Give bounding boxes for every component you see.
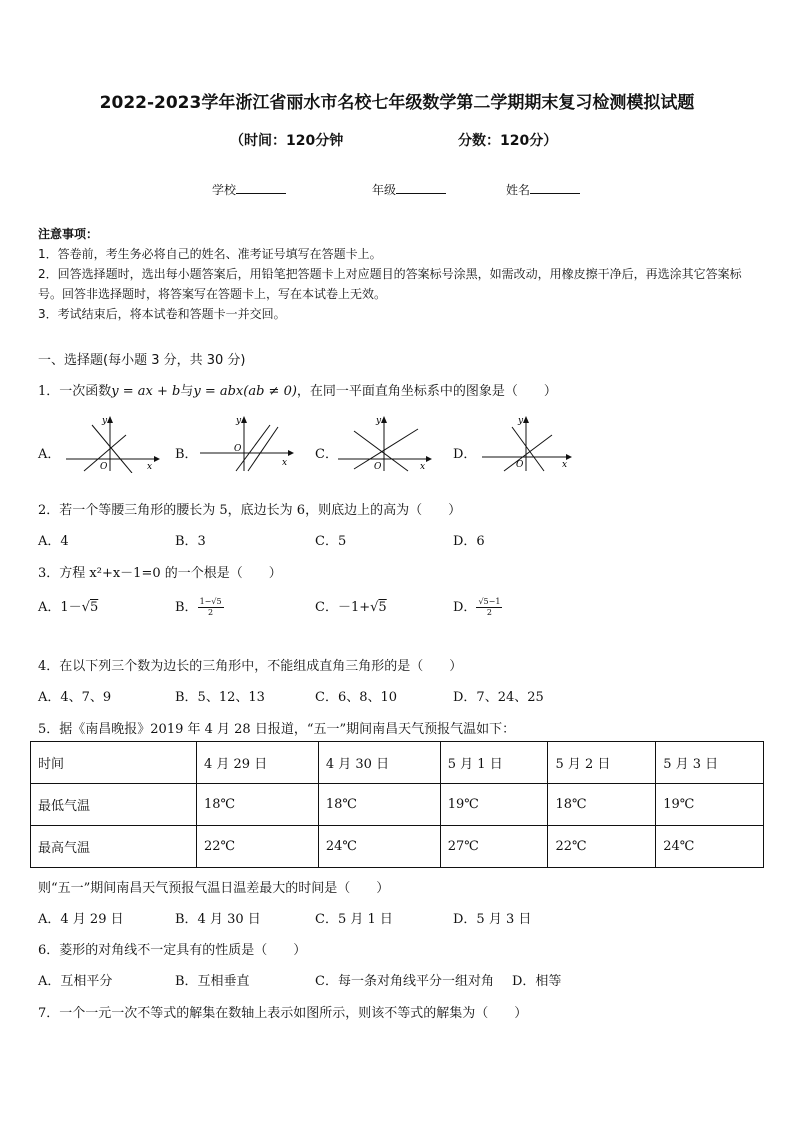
y-axis-arrow-icon <box>381 416 387 423</box>
q1-mid: 与 <box>180 384 194 399</box>
y-axis-arrow-icon <box>241 416 247 423</box>
x-label: x <box>282 458 288 468</box>
question-5-followup: 则“五一”期间南昌天气预报气温日温差最大的时间是（ ） <box>38 881 390 896</box>
origin-label: O <box>516 460 524 470</box>
x-label: x <box>420 462 426 472</box>
table-cell: 24℃ <box>656 826 764 868</box>
question-7-stem: 7．一个一元一次不等式的解集在数轴上表示如图所示，则该不等式的解集为（ ） <box>38 1006 528 1021</box>
q1-option-c[interactable]: C． <box>315 447 338 462</box>
q1-option-b[interactable]: B． <box>175 447 198 462</box>
y-label: y <box>102 416 108 426</box>
table-cell: 24℃ <box>318 826 440 868</box>
q3-c-prefix: C．－1+ <box>315 600 371 615</box>
question-2-stem: 2．若一个等腰三角形的腰长为 5，底边长为 6，则底边上的高为（ ） <box>38 503 462 518</box>
notice-item: 1．答卷前，考生务必将自己的姓名、准考证号填写在答题卡上。 <box>38 247 382 261</box>
q2-option-a[interactable]: A．4 <box>38 534 69 549</box>
exam-score: 分数：120分） <box>458 133 558 149</box>
q3-d-fraction <box>476 597 502 618</box>
q3-b-prefix: B． <box>175 600 198 615</box>
y-label: y <box>236 416 242 426</box>
table-cell: 19℃ <box>440 784 548 826</box>
q1-graph-d <box>478 413 578 473</box>
q4-option-d[interactable]: D．7、24、25 <box>453 690 544 705</box>
notice-block <box>38 224 760 324</box>
q1-graph-c <box>334 413 434 473</box>
school-label: 学校 <box>212 183 237 197</box>
q3-option-d[interactable] <box>453 596 502 618</box>
table-row <box>31 742 764 784</box>
table-cell: 5 月 2 日 <box>548 742 656 784</box>
x-axis-arrow-icon <box>288 450 294 456</box>
table-cell: 4 月 30 日 <box>318 742 440 784</box>
x-axis-arrow-icon <box>426 456 432 462</box>
name-label: 姓名 <box>506 183 531 197</box>
q2-option-d[interactable]: D．6 <box>453 534 485 549</box>
x-label: x <box>562 460 568 470</box>
q3-option-c[interactable]: C．－1+√5 <box>315 600 387 615</box>
table-cell: 5 月 3 日 <box>656 742 764 784</box>
origin-label: O <box>234 444 242 454</box>
q5-option-d[interactable]: D．5 月 3 日 <box>453 912 532 927</box>
q6-option-d[interactable]: D．相等 <box>512 974 562 989</box>
q3-b-fraction <box>198 597 224 618</box>
q3-b-numerator: 1−√5 <box>199 597 222 606</box>
question-6-stem: 6．菱形的对角线不一定具有的性质是（ ） <box>38 943 307 958</box>
q6-option-b[interactable]: B．互相垂直 <box>175 974 250 989</box>
q4-option-c[interactable]: C．6、8、10 <box>315 690 398 705</box>
q3-option-a[interactable]: A．1－√5 <box>38 600 99 615</box>
notice-title: 注意事项： <box>38 227 99 241</box>
y-label: y <box>376 416 382 426</box>
q5-option-b[interactable]: B．4 月 30 日 <box>175 912 261 927</box>
line-2 <box>354 429 418 469</box>
table-cell: 18℃ <box>197 784 319 826</box>
q5-option-a[interactable]: A．4 月 29 日 <box>38 912 124 927</box>
line-1 <box>92 425 132 473</box>
y-label: y <box>518 416 524 426</box>
y-axis-arrow-icon <box>523 416 529 423</box>
notice-item: 3．考试结束后，将本试卷和答题卡一并交回。 <box>38 307 286 321</box>
question-3-stem: 3．方程 x²+x－1=0 的一个根是（ ） <box>38 566 282 581</box>
origin-label: O <box>100 462 108 472</box>
name-field <box>506 181 580 198</box>
table-cell: 27℃ <box>440 826 548 868</box>
q1-equation-1: y = ax + b <box>111 384 181 399</box>
q3-option-b[interactable] <box>175 596 224 618</box>
q1-suffix: ，在同一平面直角坐标系中的图象是（ ） <box>296 384 557 399</box>
q1-graph-a <box>62 413 162 473</box>
q6-option-c[interactable]: C．每一条对角线平分一组对角 <box>315 974 494 989</box>
notice-item: 2．回答选择题时，选出每小题答案后，用铅笔把答题卡上对应题目的答案标号涂黑，如需改动，用橡皮擦干净后，再选涂其它答案标号。回答非选择题时，将答案写在答题卡上，写在本试卷上无效。 <box>38 267 742 301</box>
q3-d-denominator: 2 <box>486 608 492 617</box>
section-heading: 一、选择题(每小题 3 分，共 30 分) <box>38 353 246 368</box>
table-cell: 最低气温 <box>31 784 197 826</box>
grade-label: 年级 <box>372 183 397 197</box>
q1-graph-b <box>196 413 296 473</box>
table-cell: 18℃ <box>318 784 440 826</box>
q5-option-c[interactable]: C．5 月 1 日 <box>315 912 393 927</box>
q3-c-radicand: 5 <box>378 600 387 615</box>
q3-b-denominator: 2 <box>208 608 214 617</box>
question-5-stem: 5．据《南昌晚报》2019 年 4 月 28 日报道，“五一”期间南昌天气预报气温如下： <box>38 722 516 737</box>
q2-option-b[interactable]: B．3 <box>175 534 206 549</box>
grade-field <box>372 181 446 198</box>
y-axis-arrow-icon <box>107 416 113 423</box>
table-row <box>31 826 764 868</box>
exam-time: （时间：120分钟 <box>230 133 344 149</box>
temperature-table <box>30 741 764 868</box>
origin-label: O <box>374 462 382 472</box>
school-field <box>212 181 286 198</box>
table-cell: 5 月 1 日 <box>440 742 548 784</box>
exam-title: 2022-2023学年浙江省丽水市名校七年级数学第二学期期末复习检测模拟试题 <box>99 93 695 113</box>
q4-option-b[interactable]: B．5、12、13 <box>175 690 265 705</box>
q1-prefix: 1．一次函数 <box>38 384 112 399</box>
grade-blank[interactable] <box>396 181 446 194</box>
line-2 <box>504 435 552 471</box>
table-cell: 22℃ <box>548 826 656 868</box>
table-cell: 最高气温 <box>31 826 197 868</box>
q2-option-c[interactable]: C．5 <box>315 534 347 549</box>
q6-option-a[interactable]: A．互相平分 <box>38 974 113 989</box>
table-cell: 时间 <box>31 742 197 784</box>
table-cell: 19℃ <box>656 784 764 826</box>
q3-a-prefix: A．1－ <box>38 600 82 615</box>
q3-d-numerator: √5−1 <box>478 597 501 606</box>
table-cell: 18℃ <box>548 784 656 826</box>
name-blank[interactable] <box>530 181 580 194</box>
q3-d-prefix: D． <box>453 600 477 615</box>
q1-equation-2: y = abx(ab ≠ 0) <box>193 384 297 399</box>
x-label: x <box>147 462 153 472</box>
q1-option-a[interactable]: A． <box>38 447 61 462</box>
q1-option-d[interactable]: D． <box>453 447 477 462</box>
q3-a-radicand: 5 <box>89 600 99 615</box>
school-blank[interactable] <box>236 181 286 194</box>
x-axis-arrow-icon <box>154 456 160 462</box>
question-4-stem: 4．在以下列三个数为边长的三角形中，不能组成直角三角形的是（ ） <box>38 659 463 674</box>
q4-option-a[interactable]: A．4、7、9 <box>38 690 112 705</box>
table-cell: 22℃ <box>197 826 319 868</box>
question-1-stem <box>38 380 557 399</box>
table-cell: 4 月 29 日 <box>197 742 319 784</box>
table-row <box>31 784 764 826</box>
